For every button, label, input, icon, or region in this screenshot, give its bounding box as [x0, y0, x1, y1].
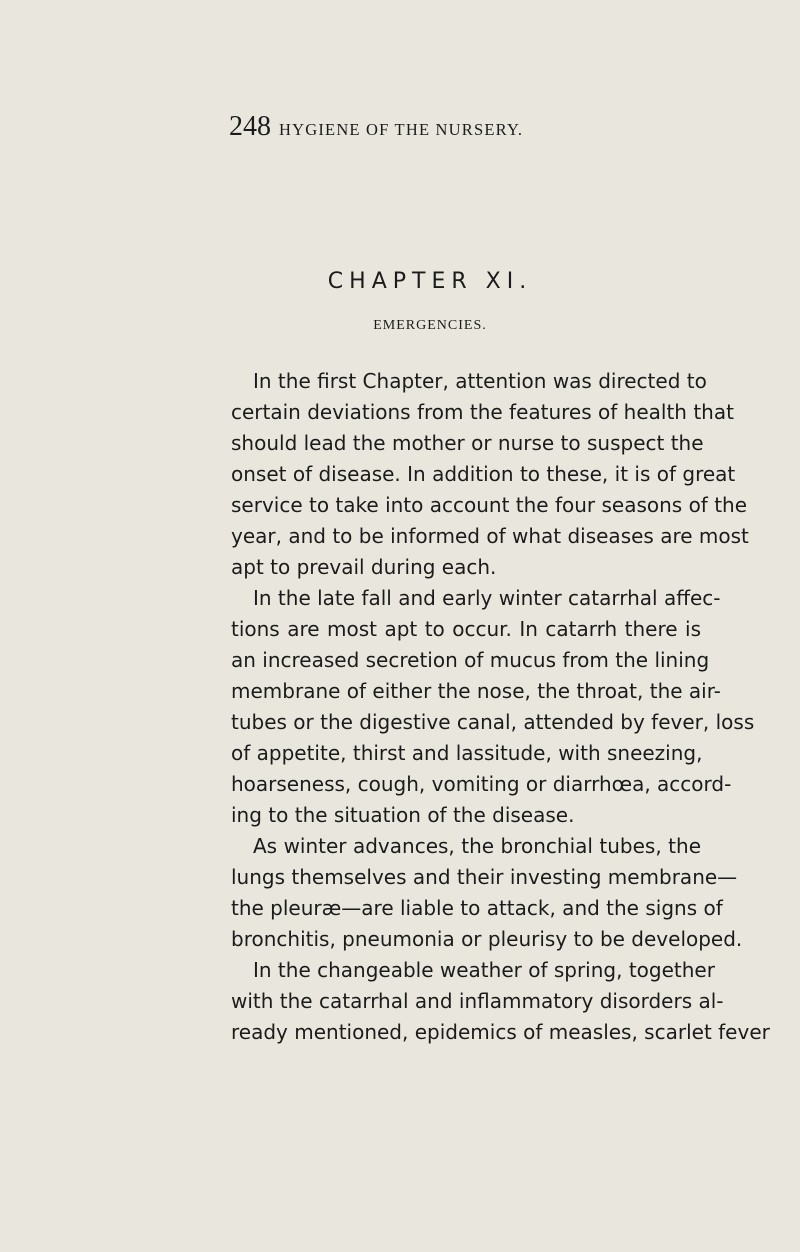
running-title: HYGIENE OF THE NURSERY. [279, 120, 524, 139]
page-number: 248 [229, 111, 271, 142]
text-line: In the late fall and early winter catarrhal affec- [253, 586, 721, 610]
paragraph [231, 366, 749, 583]
page-header [229, 111, 729, 142]
text-line: hoarseness, cough, vomiting or diarrhœa, accord- [231, 772, 732, 796]
text-line: bronchitis, pneumonia or pleurisy to be developed. [231, 927, 743, 951]
text-line: onset of disease. In addition to these, it is of great [231, 462, 736, 486]
text-line: In the first Chapter, attention was directed to [253, 369, 707, 393]
text-line: tubes or the digestive canal, attended by fever, loss [231, 710, 755, 734]
text-line: certain deviations from the features of health that [231, 400, 734, 424]
text-line: service to take into account the four seasons of the [231, 493, 748, 517]
text-line: In the changeable weather of spring, together [253, 958, 715, 982]
text-line: ing to the situation of the disease. [231, 803, 575, 827]
paragraph [231, 955, 770, 1048]
text-line: year, and to be informed of what diseases are most [231, 524, 749, 548]
text-line: of appetite, thirst and lassitude, with sneezing, [231, 741, 703, 765]
text-line: an increased secretion of mucus from the lining [231, 648, 710, 672]
text-line: As winter advances, the bronchial tubes, the [253, 834, 701, 858]
paragraph [231, 583, 755, 831]
paragraph [231, 831, 743, 955]
text-line: tions are most apt to occur. In catarrh there is [231, 617, 701, 641]
text-line: should lead the mother or nurse to suspect the [231, 431, 704, 455]
chapter-title: CHAPTER XI. [327, 269, 533, 294]
text-line: apt to prevail during each. [231, 555, 497, 579]
chapter-subtitle: EMERGENCIES. [373, 318, 487, 333]
text-line: the pleuræ—are liable to attack, and the signs of [231, 896, 723, 920]
text-line: lungs themselves and their investing membrane— [231, 865, 738, 889]
text-line: ready mentioned, epidemics of measles, scarlet fever [231, 1020, 770, 1044]
body-text [231, 366, 770, 1048]
text-line: membrane of either the nose, the throat, the air- [231, 679, 721, 703]
text-line: with the catarrhal and inflammatory disorders al- [231, 989, 724, 1013]
